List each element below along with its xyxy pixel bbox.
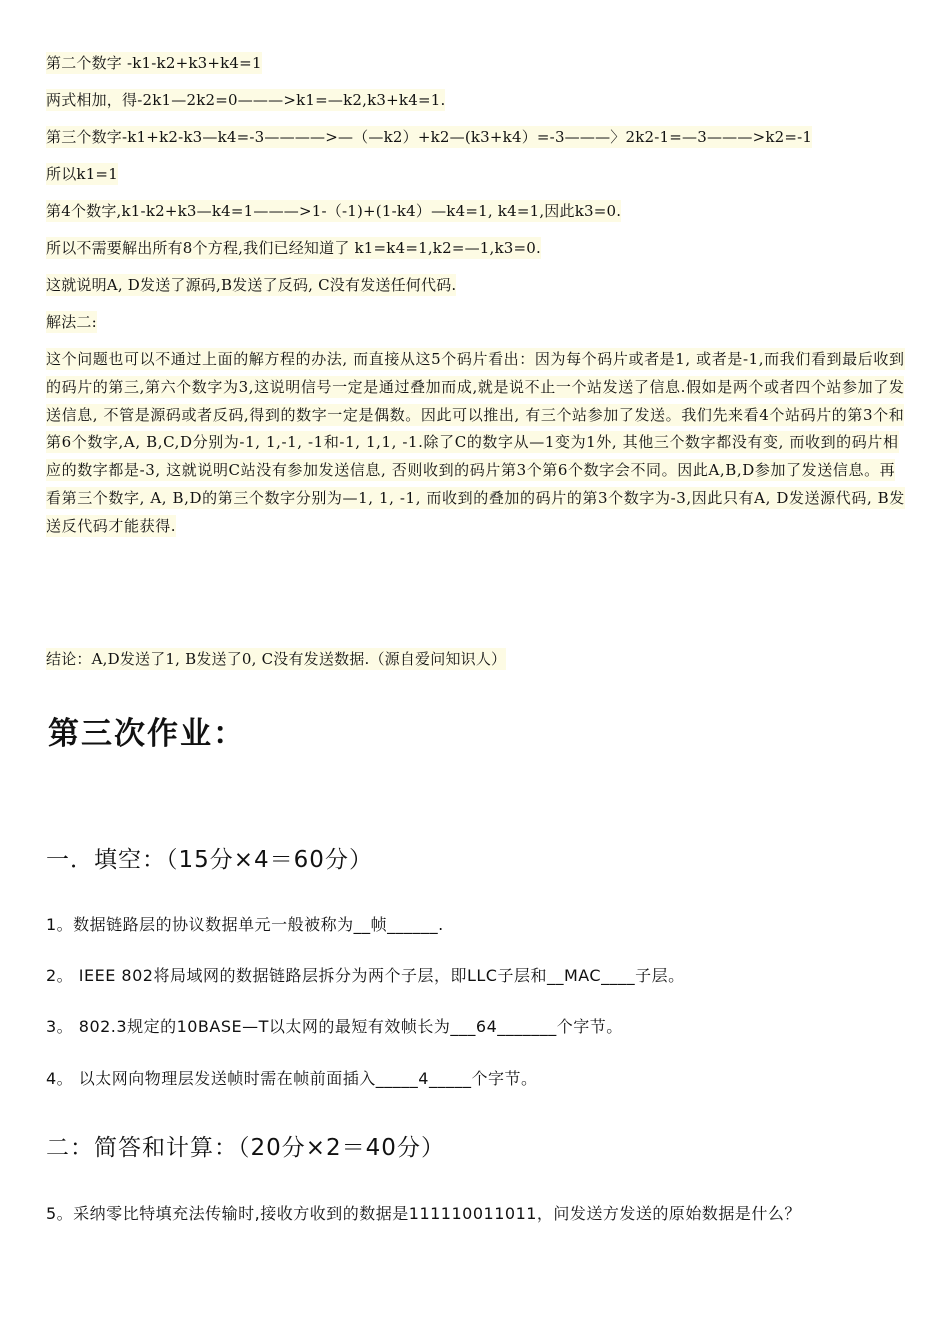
question-2: 2。 IEEE 802将局域网的数据链路层拆分为两个子层，即LLC子层和__MAC____子层。: [46, 966, 685, 985]
solution-line: 这就说明A, D发送了源码,B发送了反码, C没有发送任何代码.: [46, 276, 457, 294]
question-5: 5。采纳零比特填充法传输时,接收方收到的数据是111110011011，问发送方发送的原始数据是什么？: [46, 1204, 801, 1223]
homework-title: 第三次作业：: [48, 716, 246, 752]
solution-line: 所以不需要解出所有8个方程,我们已经知道了 k1=k4=1,k2=—1,k3=0.: [46, 239, 542, 257]
question-4: 4。 以太网向物理层发送帧时需在帧前面插入_____4_____个字节。: [46, 1069, 538, 1088]
question-3: 3。 802.3规定的10BASE—T以太网的最短有效帧长为___64_______个字节。: [46, 1017, 623, 1036]
solution-line: 第二个数字 -k1-k2+k3+k4=1: [46, 54, 262, 72]
solution-line: 所以k1=1: [46, 165, 118, 183]
method-two-heading: 解法二:: [46, 313, 97, 331]
question-1: 1。数据链路层的协议数据单元一般被称为__帧______.: [46, 915, 444, 934]
method-two-paragraph: 这个问题也可以不通过上面的解方程的办法, 而直接从这5个码片看出：因为每个码片或者是1, 或者是-1,而我们看到最后收到的码片的第三,第六个数字为3,这说明信号一定是通过叠加而成,就是说不止一个站发送了信息.假如是两个或者四个站参加了发送信息, 不管是源码或者反码,得到的数字一定是偶数。因此可以推出, 有三个站参加了发送。我们先来看4个站码片的第3个和第6个数字,A, B,C,D分别为-1, 1,-1, -1和-1, 1,1, -1.除了C的数字从—1变为1外, 其他三个数字都没有变, 而收到的码片相应的数字都是-3, 这就说明C站没有参加发送信息, 否则收到的码片第3个第6个数字会不同。因此A,B,D参加了发送信息。再看第三个数字, A, B,D的第三个数字分别为—1, 1, -1, 而收到的叠加的码片的第3个数字为-3,因此只有A, D发送源代码, B发送反代码才能获得.: [46, 350, 905, 535]
section-short-answer-title: 二：简答和计算：（20分×2＝40分）: [46, 1135, 445, 1161]
solution-line: 两式相加，得-2k1—2k2=0———>k1=—k2,k3+k4=1.: [46, 91, 446, 109]
solution-line: 第4个数字,k1-k2+k3—k4=1———>1-（-1)+(1-k4）—k4=1, k4=1,因此k3=0.: [46, 202, 622, 220]
section-fill-in-title: 一．填空：（15分×4＝60分）: [46, 847, 373, 873]
solution-line: 第三个数字-k1+k2-k3—k4=-3————>—（—k2）+k2—(k3+k4）=-3———〉2k2-1=—3———>k2=-1: [46, 128, 813, 146]
conclusion-line: 结论：A,D发送了1, B发送了0, C没有发送数据.（源自爱问知识人）: [46, 650, 507, 668]
